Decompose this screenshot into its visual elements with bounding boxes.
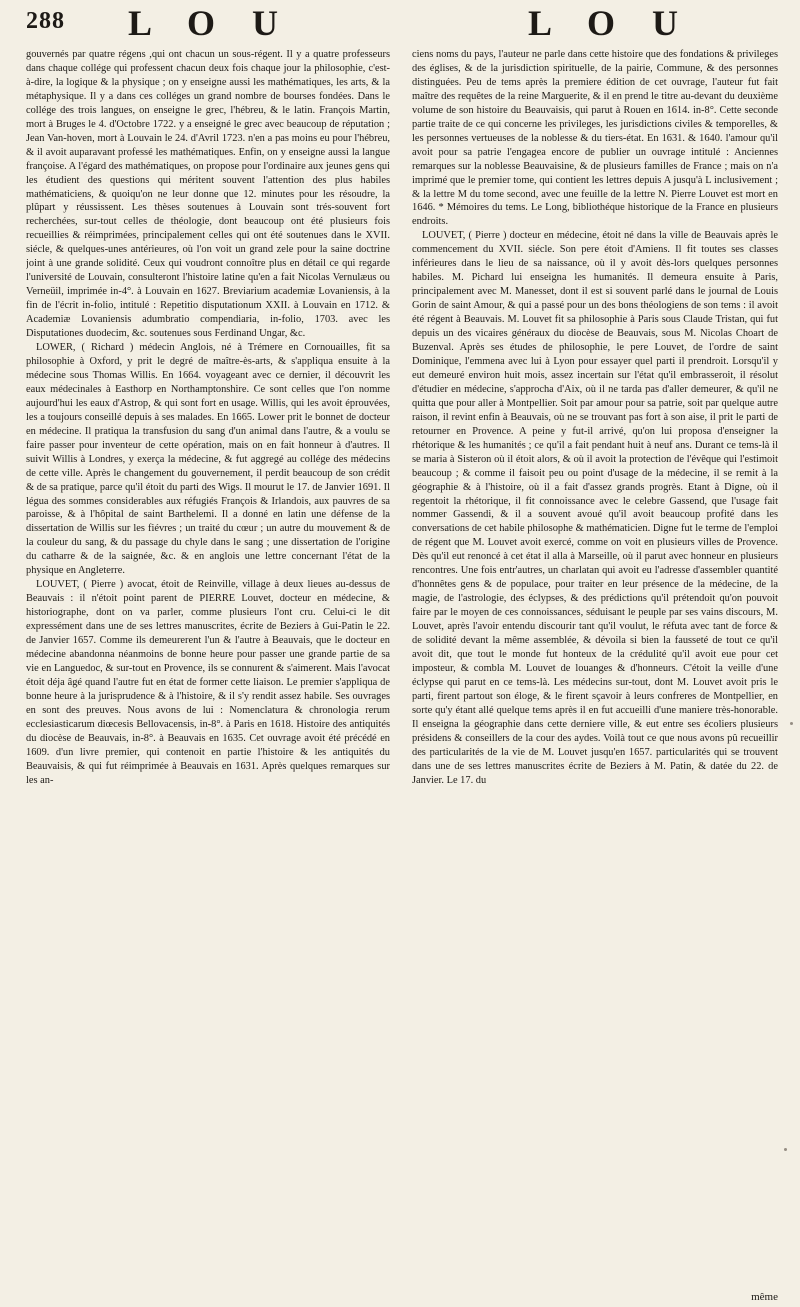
entry-louvet-pierre-medecin: LOUVET, ( Pierre ) docteur en médecine, étoit né dans la ville de Beauvais après le commencement du XVII. siécle. Son pere étoit d'Amiens. Il fit toutes ses classes inférieures dans le lieu de sa naissance, où il y avoit dès-lors quelques personnes habiles. M. Pichard lui enseigna les humanités. Il demeura ensuite à Paris, principalement avec M. Manesset, dont il est si souvent parlé dans le journal de Louis Gorin de saint Amour, & qui a passé pour un des bons théologiens de son tems : il avoit été régent à Beauvais. M. Louvet fit sa philosophie à Paris sous Claude Tristan, qui fut depuis un des vicaires généraux du diocèse de Beauvais, sous M. Nicolas Choart de Buzenval. Après ses études de philosophie, le pere Louvet, de l'ordre de saint Dominique, l'emmena avec lui à Lyon pour essayer quel parti il prendroit. Lorsqu'il y eut demeuré environ huit mois, assez incertain sur l'état qu'il embrasseroit, il résolut d'étudier en médecine, s'approcha d'Aix, où il ne tarda pas d'aller demeurer, & qu'il ne quitta que pour aller à Montpellier. Soit par amour pour sa patrie, soit par quelque autre raison, il revint enfin à Beauvais, où ne se trouvant pas fort à son aise, il prit le parti de retourner en Provence. A peine y fut-il arrivé, qu'on lui proposa d'enseigner la rhétorique & les humanités ; ce qu'il a fait pendant huit à neuf ans. Durant ce tems-là il se maria à Sisteron où il étoit alors, & où il avoit la protection de l'évêque qui l'estimoit beaucoup ; & comme il faisoit peu ou point d'usage de la médecine, il se remit à la géographie & à l'histoire, où il a fait d'assez grands progrès. Etant à Digne, où il regentoit la rhétorique, il fit connoissance avec le celebre Gassend, que l'usage fait nommer Gassendi, & il a souvent avoué qu'il avoit beaucoup profité dans les conversations de cet habile philosophe & mathématicien. Digne fut le terme de l'emploi de régent que M. Louvet avoit exercé, comme on voit en plusieurs villes de Provence. Dès qu'il eut renoncé à cet état il alla à Marseille, où il parut avec honneur en plusieurs rencontres. Une fois entr'autres, un charlatan qui avoit eu l'adresse d'assembler quantité d'honnêtes gens & de populace, pour traiter en leur présence de la médecine, de la magie, de l'astrologie, des éclypses, & des prédictions qu'il prétendoit qu'on pouvoit faire par le moyen de ces connoissances, séduisant le peuple par ses vains discours, M. Louvet, après l'avoir entendu discourir tant qu'il voulut, le réfuta avec tant de force & de solidité devant la même assemblée, & dévoila si bien la fausseté de tout ce qu'il avoit dit, que tout le monde fut honteux de la crédulité qu'il avoit eue pour cet imposteur, & combla M. Louvet de louanges & d'honneurs. C'étoit la veille d'une éclypse qui parut en ce tems-là. Les médecins sur-tout, dont M. Louvet avoit pris le parti, firent partout son éloge, & le firent sçavoir à leurs confreres de Montpellier, en sorte qu'y étant allé quelque tems après il en fut accueilli d'une maniere très-honorable. Il enseigna la géographie dans cette derniere ville, & eut entre ses écoliers plusieurs présidens & conseillers de la cour des aydes. Voilà tout ce que nous avons pû recueillir des particularités de la vie de M. Louvet jusqu'en 1657. particularités qui se trouvent dans une de ses lettres manuscrites écrite de Beziers à M. Patin, & datée du 22. de Janvier. Le 17. du bbox=[412, 230, 778, 786]
running-head-right: L O U bbox=[528, 3, 693, 43]
entry-louvet-pierre-avocat: LOUVET, ( Pierre ) avocat, étoit de Reinville, village à deux lieues au-dessus de Beauvais : il n'étoit point parent de PIERRE Louvet, docteur en médecine, & historiographe, dont on va parler, comme plusieurs l'ont cru. Celui-ci le dit expressément dans une de ses lettres manuscrites, écrite de Beziers à Gui-Patin le 22. de Janvier 1657. Comme ils demeurerent l'un & l'autre à Beauvais, que le docteur en médecine abandonna néanmoins de bonne heure pour passer une grande partie de sa vie en Languedoc, & sur-tout en Provence, ils se connurent & s'aimerent. Mais l'avocat étoit déja âgé quand l'autre fut en état de former cette liaison. Le premier s'appliqua de bonne heure à la jurisprudence & à l'histoire, & il s'y rendit assez habile. Ses ouvrages en sont des preuves. Nous avons de lui : Nomenclatura & chronologia rerum ecclesiasticarum diœcesis Bellovacensis, in-8°. à Paris en 1618. Histoire des antiquités du diocèse de Beauvais, in-8°. à Beauvais en 1635. Cet ouvrage avoit été précédé en 1609. d'un livre premier, qui contenoit en partie l'histoire & les antiquités du Beauvaisis, & qui fut réimprimée à Beauvais en 1631. Après quelques remarques sur les an- bbox=[26, 579, 390, 786]
paragraph-louvet-continued: ciens noms du pays, l'auteur ne parle dans cette histoire que des fondations & privileges des églises, & de la jurisdiction spirituelle, de la pairie, Commune, & des personnes distinguées. Peu de tems après la premiere édition de cet ouvrage, l'auteur fut fait maître des requêtes de la reine Marguerite, & il en prend le titre au-devant du deuxième volume de son histoire du Beauvaisis, qui parut à Rouen en 1614. in-8°. Cette seconde partie traite de ce qui concerne les privileges, les jurisdictions civiles & temporelles, & les personnes vertueuses de la noblesse & du tiers-état. En 1631. & 1640. l'amour qu'il avoit pour sa patrie l'engagea encore de publier un ouvrage intitulé : Anciennes remarques sur la noblesse Beauvaisine, & de plusieurs familles de France ; mais on n'a imprimé que le premier tome, qui contient les lettres depuis A jusqu'à L inclusivement ; & la lettre M du tome second, avec une feuille de la lettre N. Pierre Louvet est mort en 1646. * Mémoires du tems. Le Long, bibliothéque historique de la France en plusieurs endroits. bbox=[412, 49, 778, 228]
left-column bbox=[26, 48, 390, 1288]
paper-spot bbox=[784, 1148, 787, 1151]
paper-spot bbox=[790, 722, 793, 725]
running-head-left: L O U bbox=[128, 3, 293, 43]
right-column bbox=[412, 48, 778, 1288]
entry-lower-richard: LOWER, ( Richard ) médecin Anglois, né à Trémere en Cornouailles, fit sa philosophie à Oxford, y prit le degré de maître-ès-arts, & s'appliqua ensuite à la médecine sous Thomas Willis. En 1664. voyageant avec ce dernier, il découvrit les eaux médecinales à Easthorp en Northamptonshire. Ce sont celles que l'on nomme aujourd'hui les eaux d'Astrop, & qui sont fort en usage. Willis, qui les avoit éprouvées, les a toujours conseillé depuis à ses malades. En 1665. Lower prit le bonnet de docteur en médecine. Il pratiqua la transfusion du sang d'un animal dans l'autre, & a voulu se faire passer pour inventeur de cette opération, mais on en fait honneur à d'autres. Il suivit Willis à Londres, y exerça la médecine, & fut aggregé au collége des médecins de cette ville. Après le changement du gouvernement, il perdit beaucoup de son crédit & de sa pratique, parce qu'il étoit du parti des Wigs. Il mourut le 17. de Janvier 1691. Il légua des sommes considerables aux réfugiés François & Irlandois, aux pauvres de sa paroisse, & à l'hôpital de saint Barthelemi. Il a donné en latin une défense de la dissertation de Willis sur les fiévres ; un traité du cœur ; un autre du mouvement & de la couleur du sang, & du passage du chyle dans le sang ; une dissertation de l'origine du catharre & de la saignée, &c. & en anglois une lettre concernant l'état de la physique en Angleterre. bbox=[26, 342, 390, 577]
page-header bbox=[0, 2, 800, 42]
catchword: même bbox=[751, 1291, 778, 1303]
paragraph-louvain-university: gouvernés par quatre régens ,qui ont chacun un sous-régent. Il y a quatre professeurs dans chaque collége qui professent chacun deux fois chaque jour la philosophie, c'est-à-dire, la logique & la physique ; on y enseigne aussi les mathématiques, les arts, & la métaphysique. Il y a dans ces colléges un grand nombre de bourses fondées. Dans le collége des trois langues, on enseigne le grec, l'hébreu, & le latin. François Martin, mort à Bruges le 4. d'Octobre 1722. y a enseigné le grec avec beaucoup de réputation ; Jean Van-hoven, mort à Louvain le 24. d'Avril 1723. n'en a pas moins eu pour l'hébreu, & il avoit auparavant professé les mathématiques. Enfin, on y enseigne aussi la langue françoise. A l'égard des mathématiques, on propose pour l'ordinaire aux jeunes gens qui les étudient des questions qui méritent souvent l'attention des plus habiles mathématiciens, & quoiqu'on ne leur donne que 12. minutes pour les résoudre, la plûpart y réussissent. Les thèses soutenues à Louvain sont trés-souvent fort recherchées, sur-tout celles de théologie, dont beaucoup ont été plusieurs fois recueillies & réimprimées, principalement celles qui ont été soutenues dans le XVII. siécle, & quelques-unes antérieures, où l'on voit un grand zele pour la saine doctrine joint à une grande solidité. Ceux qui voudront connoître plus en détail ce qui regarde l'université de Louvain, consulteront l'histoire latine qu'en a fait Nicolas Vernulæus ou Verneüil, imprimée in-4°. à Louvain en 1627. Breviarium academiæ Lovaniensis, à la fin de l'écrit in-folio, intitulé : Repetitio disputationum XXII. à Louvain en 1712. & Academiæ Lovaniensis adumbratio compendiaria, in-folio, 1703. avec les Disputationes duodecim, &c. soutenues sous Ferdinand Ungar, &c. bbox=[26, 49, 390, 340]
page-number: 288 bbox=[26, 8, 65, 34]
